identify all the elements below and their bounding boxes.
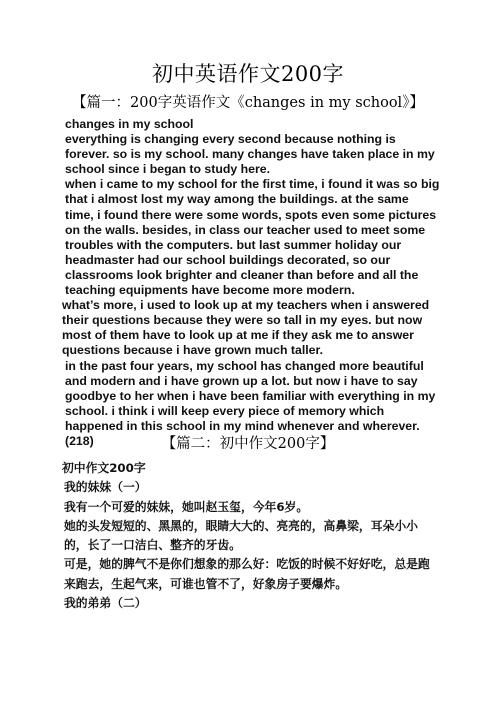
essay-paragraph: when i came to my school for the first time, i found it was so big that i almost lost my way among the buildings. at the same time, i found there were some words, spots even some pictures on the walls. besides, in class our teacher used to meet some troubles with the computers. but last summer holiday our headmaster had our school buildings decorated, so our classrooms look brighter and cleaner than before and all the teaching equipments have become more modern. bbox=[65, 177, 440, 298]
essay-chinese bbox=[62, 459, 440, 613]
essay-english bbox=[62, 117, 440, 449]
essay-label: 初中作文200字 bbox=[62, 461, 146, 475]
section-heading-2: 【篇二：初中作文200字】 bbox=[161, 436, 335, 452]
essay-paragraph: what’s more, i used to look up at my teachers when i answered their questions because they were so tall in my eyes. but now most of them have to look up at me if they ask me to answer questions because i have grown much taller. bbox=[62, 298, 430, 358]
essay-title: 我的弟弟（二） bbox=[64, 596, 147, 611]
essay-title: changes in my school bbox=[65, 117, 194, 131]
document-title: 初中英语作文200字 bbox=[151, 62, 345, 86]
essay-paragraph: in the past four years, my school has changed more beautiful and modern and i have grown up a lot. but now i have to say goodbye to her when i have been familiar with everything in my school. i think i will keep every piece of memory which happened in this school in my mind whenever and wherever. (218) bbox=[65, 358, 436, 448]
section-heading-1: 【篇一：200字英语作文《changes in my school》】 bbox=[72, 95, 424, 111]
essay-paragraph: 她的头发短短的、黑黑的，眼睛大大的、亮亮的，高鼻梁，耳朵小小的，长了一口洁白、整齐的牙齿。 bbox=[64, 518, 418, 553]
essay-paragraph: 我有一个可爱的妹妹，她叫赵玉玺，今年6岁。 bbox=[64, 499, 309, 514]
essay-paragraph: everything is changing every second because nothing is forever. so is my school. many changes have taken place in my school since i began to study here. bbox=[65, 132, 435, 177]
essay-title: 我的妹妹（一） bbox=[64, 480, 147, 495]
essay-paragraph: 可是，她的脾气不是你们想象的那么好：吃饭的时候不好好吃，总是跑来跑去，生起气来，可谁也管不了，好象房子要爆炸。 bbox=[64, 557, 430, 591]
